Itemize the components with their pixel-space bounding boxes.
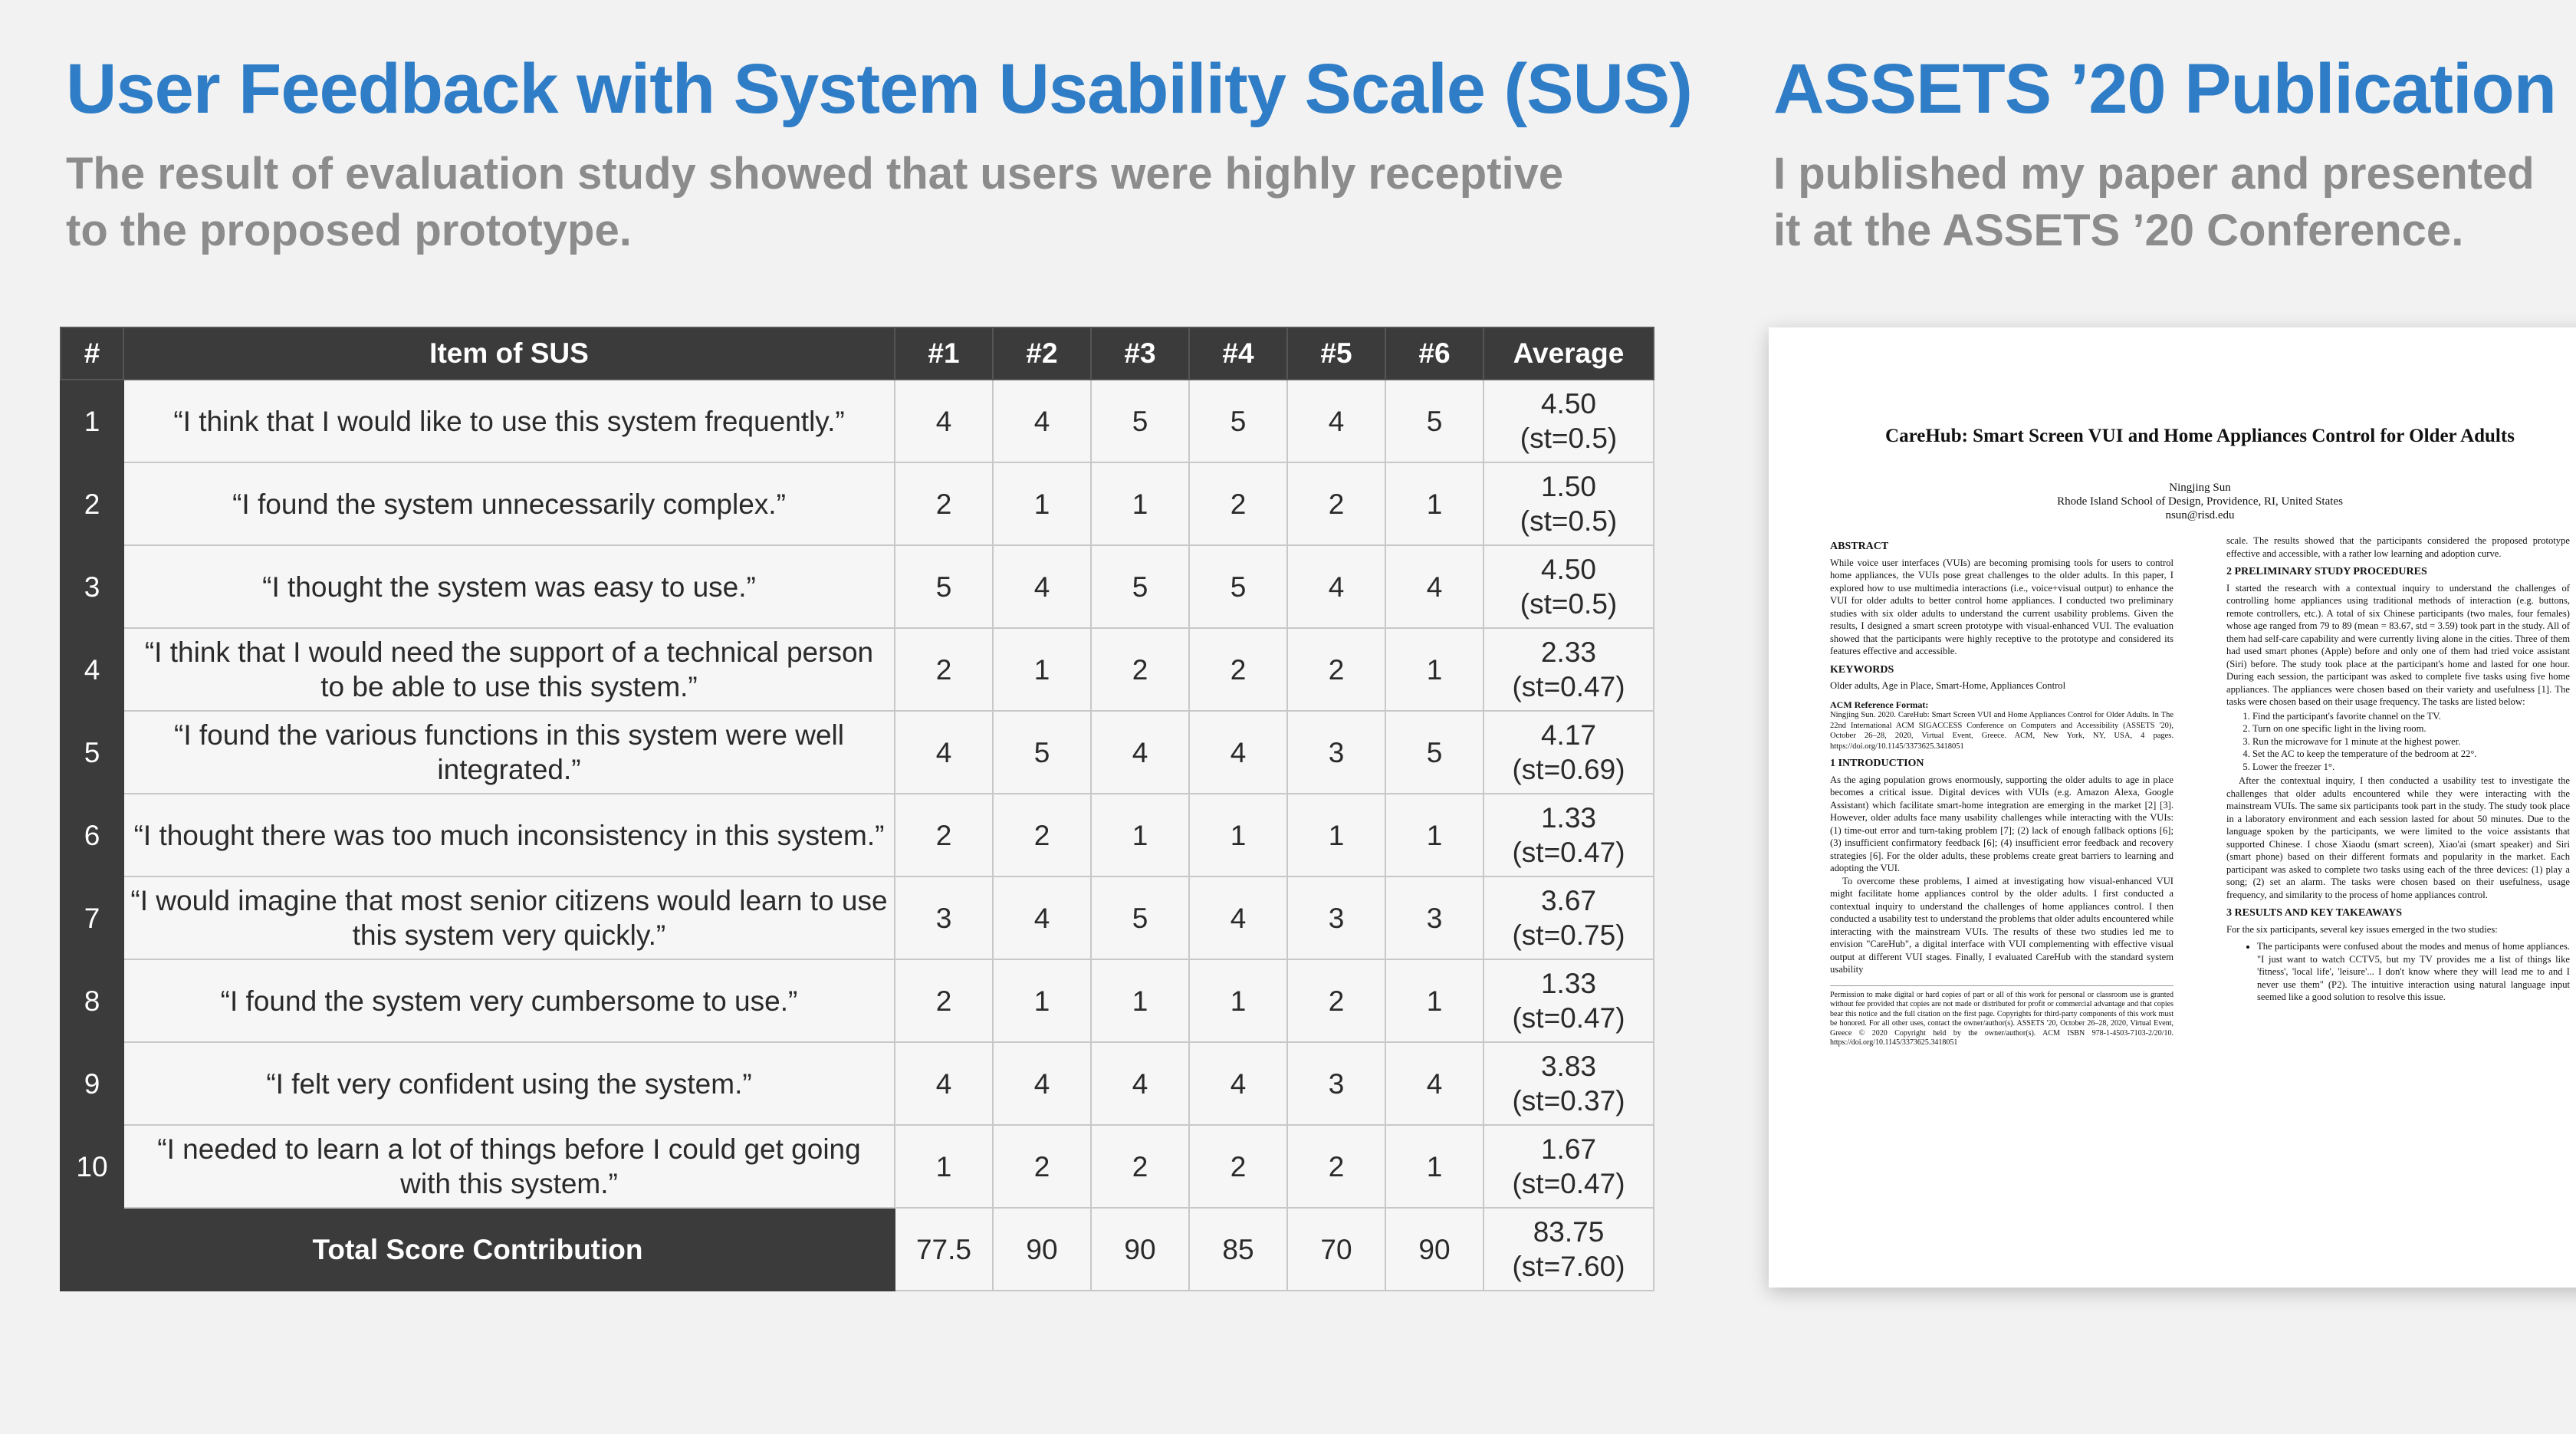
average-value: 4.17 [1540,719,1596,751]
header-item: Item of SUS [123,327,895,380]
sus-item: “I found the system unnecessarily complex.” [123,462,895,545]
score-cell: 4 [1385,1042,1484,1125]
score-cell: 4 [1189,711,1287,794]
list-item: 5. Lower the freezer 1°. [2252,761,2570,774]
results-bullets [2226,940,2570,1004]
score-cell: 2 [1287,1125,1385,1208]
score-cell: 4 [993,877,1091,959]
paper-affiliation: Rhode Island School of Design, Providence, RI, United States [2057,495,2343,508]
score-cell: 1 [1091,462,1189,545]
permission-footnote: Permission to make digital or hard copies of part or all of this work for personal or classroom use is granted without fee provided that copies are not made or distributed for profit or commercial advantage and that copies bear this notice and the full citation on the first page. Copyrights for third-party components of this work must be honored. For all other uses, contact the owner/author(s). ASSETS '20, October 26–28, 2020, Virtual Event, Greece © 2020 Copyright held by the owner/author(s). ACM ISBN 978-1-4503-7103-2/20/10. https://doi.org/10.1145/3373625.3418051 [1830,985,2174,1049]
score-cell: 4 [993,545,1091,628]
score-cell: 1 [1385,1125,1484,1208]
table-row [61,794,1654,877]
average-cell [1484,380,1654,462]
abstract-text: While voice user interfaces (VUIs) are becoming promising tools for users to control home appliances, the VUIs pose great challenges to the older adults. In this paper, I explored how to use multimedia interactions (i.e., voice+visual output) to enhance the VUI for older adults to better control home appliances. I conducted two preliminary studies with six older adults to understand the current usability problems. Given the results, I designed a smart screen prototype with visual-enhanced VUI. The evaluation showed that the participants were highly receptive to the prototype and considered its features effective and accessible. [1830,557,2174,656]
score-cell: 5 [1091,877,1189,959]
score-cell: 4 [1091,711,1189,794]
score-cell: 1 [1385,959,1484,1042]
average-std: (st=0.69) [1512,754,1625,785]
score-cell: 5 [895,545,993,628]
average-std: (st=0.5) [1520,588,1618,620]
average-value: 1.50 [1540,471,1596,502]
average-cell [1484,1042,1654,1125]
paper-email: nsun@risd.edu [2165,509,2235,521]
header-participant-6: #6 [1385,327,1484,380]
paper-title: CareHub: Smart Screen VUI and Home Appliances Control for Older Adults [1885,426,2515,446]
row-number: 6 [61,794,123,877]
average-value: 3.83 [1540,1051,1596,1082]
average-cell [1484,794,1654,877]
average-cell [1484,1125,1654,1208]
table-header-row [61,327,1654,380]
list-item: • The participants were confused about the modes and menus of home appliances. "I just want to watch CCTV5, but my TV provides me a list of things like 'fitness', 'local life', 'leisure'... I don't know where they will lead me to and I never use them" (P2). The intuitive interaction using natural language input seemed like a good solution to resolve this issue. [2257,940,2570,1004]
sus-item: “I found the system very cumbersome to use.” [123,959,895,1042]
average-cell [1484,462,1654,545]
score-cell: 4 [1189,877,1287,959]
preliminary-paragraph: After the contextual inquiry, I then conducted a usability test to investigate the challenges that older adults encountered while they were interacting with the mainstream VUIs. The same six participants took part in the study. The study took place in a laboratory environment and each session lasted for about 50 minutes. Due to the language spoken by the participants, we were limited to the voice assistants that supported Chinese. I chose Xiaodu (smart screen), Xiao'ai (smart speaker) and Siri (smart phone) based on their different formats and popularity in the market. Each participant was asked to complete two tasks using each of the three devices: (1) play a song; (2) set an alarm. The tasks were chosen based on their usefulness, usage frequency, and similarity to the process of home appliances control. [2226,775,2570,900]
total-average-cell [1484,1208,1654,1291]
table-row [61,1125,1654,1208]
score-cell: 2 [1189,462,1287,545]
results-heading: 3 RESULTS AND KEY TAKEAWAYS [2226,907,2403,919]
score-cell: 4 [895,1042,993,1125]
keywords-heading: KEYWORDS [1830,663,1894,676]
total-score-cell: 77.5 [895,1208,993,1291]
total-row [61,1208,1654,1291]
reference-format-text: Ningjing Sun. 2020. CareHub: Smart Screen VUI and Home Appliances Control for Older Adults. In The 22nd International ACM SIGACCESS Conference on Computers and Accessibility (ASSETS '20), October 26–28, 2020, Virtual Event, Greece. ACM, New York, NY, USA, 4 pages. https://doi.org/10.1145/3373625.3418051 [1830,711,2174,751]
total-score-cell: 90 [1385,1208,1484,1291]
sus-item: “I would imagine that most senior citizens would learn to use this system very quickly.” [123,877,895,959]
score-cell: 3 [1287,877,1385,959]
score-cell: 1 [1287,794,1385,877]
total-average-std: (st=7.60) [1512,1251,1625,1282]
score-cell: 1 [895,1125,993,1208]
score-cell: 4 [1385,545,1484,628]
list-item: 4. Set the AC to keep the temperature of the bedroom at 22°. [2252,748,2570,761]
score-cell: 5 [1091,380,1189,462]
score-cell: 4 [993,1042,1091,1125]
average-std: (st=0.47) [1512,1168,1625,1199]
score-cell: 1 [993,959,1091,1042]
score-cell: 3 [1287,1042,1385,1125]
sus-section-subtitle: The result of evaluation study showed that users were highly receptive to the proposed prototype. [66,149,1564,255]
total-score-cell: 85 [1189,1208,1287,1291]
average-cell [1484,959,1654,1042]
paper-left-column [1830,534,2174,1048]
total-score-cell: 70 [1287,1208,1385,1291]
score-cell: 5 [1091,545,1189,628]
row-number: 10 [61,1125,123,1208]
list-item: 3. Run the microwave for 1 minute at the highest power. [2252,735,2570,748]
score-cell: 2 [993,794,1091,877]
score-cell: 1 [1385,794,1484,877]
reference-format-heading: ACM Reference Format: [1830,699,1929,710]
publication-section-subtitle: I published my paper and presented it at the ASSETS ’20 Conference. [1773,149,2535,255]
score-cell: 1 [993,628,1091,711]
total-average-value: 83.75 [1533,1216,1605,1248]
average-cell [1484,877,1654,959]
sus-results-table [60,327,1654,1291]
average-value: 4.50 [1540,554,1596,585]
header-participant-1: #1 [895,327,993,380]
header-participant-3: #3 [1091,327,1189,380]
abstract-heading: ABSTRACT [1830,541,1889,552]
score-cell: 2 [895,794,993,877]
sus-item: “I think that I would like to use this system frequently.” [123,380,895,462]
score-cell: 2 [1287,959,1385,1042]
task-list [2226,710,2570,774]
average-value: 3.67 [1540,885,1596,916]
score-cell: 5 [1189,380,1287,462]
score-cell: 1 [1385,462,1484,545]
score-cell: 4 [993,380,1091,462]
table-row [61,628,1654,711]
average-value: 4.50 [1540,388,1596,419]
score-cell: 4 [1287,545,1385,628]
row-number: 7 [61,877,123,959]
score-cell: 3 [1385,877,1484,959]
row-number: 2 [61,462,123,545]
score-cell: 4 [1189,1042,1287,1125]
average-std: (st=0.47) [1512,1002,1625,1034]
score-cell: 2 [1287,462,1385,545]
average-cell [1484,628,1654,711]
score-cell: 5 [1189,545,1287,628]
publication-section-title: ASSETS ’20 Publication [1773,50,2556,128]
score-cell: 2 [895,462,993,545]
average-cell [1484,711,1654,794]
table-row [61,959,1654,1042]
score-cell: 2 [1091,1125,1189,1208]
total-score-cell: 90 [1091,1208,1189,1291]
average-std: (st=0.47) [1512,671,1625,702]
score-cell: 2 [1189,1125,1287,1208]
row-number: 9 [61,1042,123,1125]
table-row [61,462,1654,545]
score-cell: 2 [1189,628,1287,711]
table-row [61,545,1654,628]
score-cell: 1 [1091,794,1189,877]
total-score-cell: 90 [993,1208,1091,1291]
average-std: (st=0.37) [1512,1085,1625,1117]
sus-section-title: User Feedback with System Usability Scale (SUS) [66,50,1692,128]
score-cell: 4 [1287,380,1385,462]
preliminary-paragraph: I started the research with a contextual inquiry to understand the challenges of controlling home appliances using traditional methods of interaction (e.g. buttons, remote controllers, etc.). A total of six Chinese participants (two males, four females) whose age ranged from 79 to 89 (mean = 83.67, std = 3.59) took part in the study. All of them had self-care capability and were currently living alone in the cities. Three of them had used smart phones (Apple) before and only one of them had tried voice assistant (Siri) before. The study took place at the participant's home and lasted for one hour. During each session, the participant was asked to complete five tasks using five home appliances. The appliances were chosen based on their variety and usefulness [1]. The tasks were chosen based on their usage frequency. The tasks are listed below: [2226,582,2570,707]
average-std: (st=0.5) [1520,423,1618,454]
introduction-heading: 1 INTRODUCTION [1830,758,1924,769]
introduction-paragraph: As the aging population grows enormously, supporting the older adults to age in place becomes a critical issue. Digital devices with VUIs (e.g. Amazon Alexa, Google Assistant) which facilitate smart-home integration are emerging in the market [2] [3]. However, older adults face many usability challenges while interacting with the VUIs: (1) time-out error and turn-taking problem [7]; (2) lack of enough fallback options [6]; (3) insufficient confirmatory feedback [6]; (4) insufficient error feedback and recovery strategies [6]. For the older adults, these problems create great barriers to learning and adopting the VUI. [1830,774,2174,873]
total-label: Total Score Contribution [61,1208,895,1291]
row-number: 1 [61,380,123,462]
table-row [61,380,1654,462]
list-item: 2. Turn on one specific light in the living room. [2252,722,2570,735]
row-number: 3 [61,545,123,628]
row-number: 8 [61,959,123,1042]
score-cell: 2 [1091,628,1189,711]
score-cell: 5 [1385,380,1484,462]
header-participant-4: #4 [1189,327,1287,380]
score-cell: 4 [895,711,993,794]
preliminary-heading: 2 PRELIMINARY STUDY PROCEDURES [2226,566,2427,577]
header-number: # [61,327,123,380]
paper-right-column [2226,534,2570,1008]
average-value: 2.33 [1540,636,1596,668]
score-cell: 1 [1189,959,1287,1042]
introduction-paragraph: To overcome these problems, I aimed at investigating how visual-enhanced VUI might facilitate home appliances control by the older adults. I first conducted a contextual inquiry to understand the challenges of home appliances control. I then conducted a usability test to understand the problems that older adults encountered while interacting with the mainstream VUIs. The results of these two studies led me to envision "CareHub", a digital interface with VUI complementing with effective visual output at different VUI stages. Finally, I evaluated CareHub with the standard system usability [1830,875,2174,975]
score-cell: 1 [1189,794,1287,877]
average-cell [1484,545,1654,628]
keywords-text: Older adults, Age in Place, Smart-Home, Appliances Control [1830,680,2066,691]
table-row [61,1042,1654,1125]
average-std: (st=0.75) [1512,919,1625,951]
score-cell: 4 [895,380,993,462]
sus-item: “I thought there was too much inconsistency in this system.” [123,794,895,877]
sus-item: “I needed to learn a lot of things before I could get going with this system.” [123,1125,895,1208]
row-number: 5 [61,711,123,794]
paper-author: Ningjing Sun [2169,482,2231,494]
score-cell: 1 [1091,959,1189,1042]
score-cell: 2 [1287,628,1385,711]
average-value: 1.33 [1540,802,1596,834]
sus-item: “I found the various functions in this system were well integrated.” [123,711,895,794]
sus-item: “I think that I would need the support of a technical person to be able to use this system.” [123,628,895,711]
score-cell: 5 [993,711,1091,794]
abstract-continuation: scale. The results showed that the participants considered the proposed prototype effective and accessible, with a rather low learning and adoption curve. [2226,535,2570,559]
score-cell: 2 [895,959,993,1042]
paper-page [1769,327,2576,1288]
header-participant-5: #5 [1287,327,1385,380]
header-participant-2: #2 [993,327,1091,380]
average-value: 1.33 [1540,968,1596,999]
table-row [61,711,1654,794]
average-std: (st=0.47) [1512,837,1625,868]
list-item: 1. Find the participant's favorite channel on the TV. [2252,710,2570,723]
sus-item: “I felt very confident using the system.” [123,1042,895,1125]
score-cell: 2 [895,628,993,711]
sus-item: “I thought the system was easy to use.” [123,545,895,628]
results-paragraph: For the six participants, several key issues emerged in the two studies: [2226,923,2498,935]
average-value: 1.67 [1540,1133,1596,1165]
score-cell: 3 [895,877,993,959]
score-cell: 5 [1385,711,1484,794]
score-cell: 1 [993,462,1091,545]
header-average: Average [1484,327,1654,380]
score-cell: 2 [993,1125,1091,1208]
average-std: (st=0.5) [1520,505,1618,537]
table-row [61,877,1654,959]
score-cell: 1 [1385,628,1484,711]
score-cell: 4 [1091,1042,1189,1125]
row-number: 4 [61,628,123,711]
score-cell: 3 [1287,711,1385,794]
